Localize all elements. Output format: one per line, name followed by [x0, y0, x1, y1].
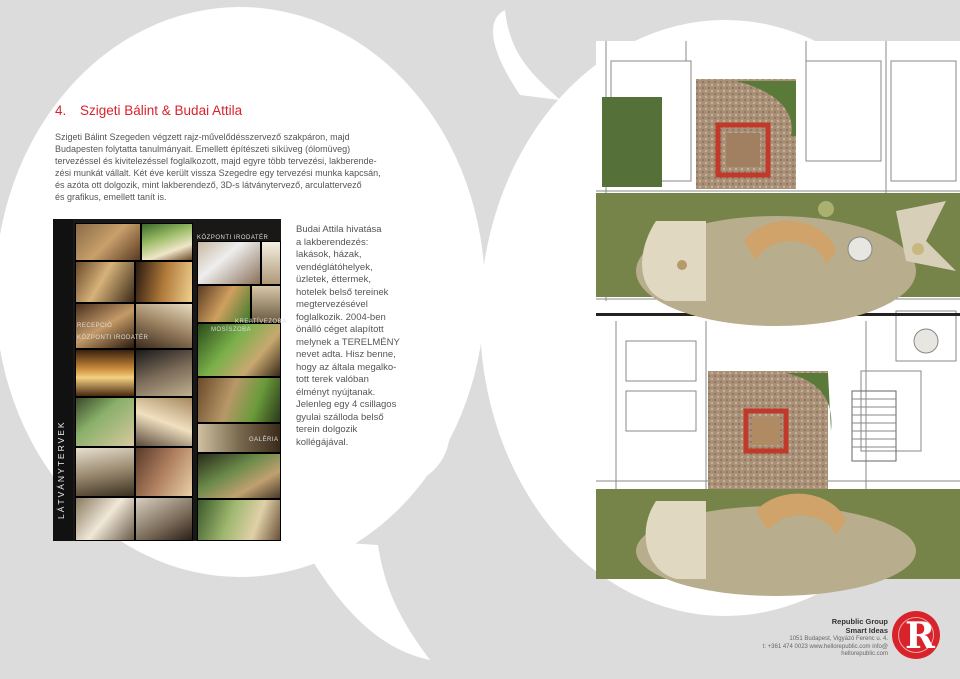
render-photo — [135, 303, 193, 349]
company-name: Republic Group — [831, 617, 888, 626]
render-photo — [75, 497, 135, 541]
article-number: 4. — [55, 103, 67, 118]
side-line: gyulai szálloda belső — [296, 411, 384, 423]
side-line: vendéglátóhelyek, — [296, 261, 373, 273]
side-line: melynek a TERELMÉNY — [296, 336, 400, 348]
render-photo — [75, 223, 141, 261]
company-tagline: Smart Ideas — [845, 626, 888, 635]
side-line: Jelenleg egy 4 csillagos — [296, 399, 397, 410]
republic-logo — [892, 611, 940, 659]
render-photo — [141, 223, 193, 261]
render-photo — [75, 397, 135, 447]
render-photo — [75, 447, 135, 497]
side-line: nevet adta. Hisz benne, — [296, 349, 396, 360]
intro-line: tervezéssel és kivitelezéssel foglalkozott, majd egyre több tervezési, lakberende- — [55, 156, 377, 166]
side-line: Budai Attila hivatása — [296, 224, 382, 235]
intro-line: Budapesten folytatta tanulmányait. Emellett építészeti síküveg (ólomüveg) — [55, 144, 351, 154]
address-line: t: +361 474 0023 www.hellorepublic.com info@ — [762, 643, 888, 650]
render-photo — [135, 261, 193, 303]
collage-vertical-label: LÁTVÁNYTERVEK — [56, 420, 66, 519]
render-photo — [75, 261, 135, 303]
collage-caption: RECEPCIÓ — [77, 323, 113, 329]
footer-address — [763, 636, 888, 659]
collage-caption: KÖZPONTI IRODATÉR — [77, 335, 149, 341]
collage-caption: KREATÍVEZOBA — [235, 319, 287, 325]
collage-caption: GALÉRIA — [249, 437, 279, 443]
side-line: kollégájával. — [296, 436, 349, 448]
side-line: tott terek valóban — [296, 374, 369, 385]
side-line: hogy az általa megalko- — [296, 361, 397, 373]
logo-letter: R — [905, 615, 935, 657]
side-line: hotelek belső tereinek — [296, 286, 389, 298]
side-line: lakások, házak, — [296, 249, 362, 260]
side-paragraph — [296, 224, 404, 449]
render-photo — [75, 349, 135, 397]
article-title: Szigeti Bálint & Budai Attila — [80, 103, 243, 118]
intro-line: Szigeti Bálint Szegeden végzett rajz-művelődésszervező szakpáron, majd — [55, 132, 350, 142]
side-line: üzletek, éttermek, — [296, 274, 371, 285]
render-photo — [197, 241, 261, 285]
intro-line: zési munkát vállalt. Két éve került vissza Szegedre egy tervezési munka kapcsán, — [55, 168, 381, 178]
render-photo — [135, 447, 193, 497]
render-photo — [197, 453, 281, 499]
render-photo — [135, 397, 193, 447]
render-photo — [197, 499, 281, 541]
side-line: a lakberendezés: — [296, 236, 369, 248]
side-line: terein dolgozik — [296, 424, 358, 435]
side-line: élményt nyújtanak. — [296, 386, 376, 398]
render-photo — [197, 285, 251, 323]
intro-paragraph — [55, 131, 425, 203]
render-photo — [135, 497, 193, 541]
intro-line: és grafikus, emellett tanít is. — [55, 192, 167, 202]
side-line: foglalkozik. 2004-ben — [296, 311, 386, 323]
floor-plan-drawing — [596, 41, 960, 579]
collage-caption: MOSÍSZOBA — [211, 327, 252, 333]
collage-caption: KÖZPONTI IRODATÉR — [197, 235, 269, 241]
render-photo — [261, 241, 281, 285]
collage-sidebar — [53, 219, 73, 541]
render-photo — [135, 349, 193, 397]
article-heading — [55, 103, 242, 118]
intro-line: és azóta ott dolgozik, mint lakberendező, 3D-s látványtervező, arculattervező — [55, 180, 362, 190]
side-line: önálló céget alapított — [296, 324, 384, 335]
address-line: 1051 Budapest, Vigyázó Ferenc u. 4. — [789, 636, 888, 642]
render-photo — [251, 285, 281, 323]
footer-company — [832, 617, 888, 635]
visualization-collage — [53, 219, 287, 541]
render-photo — [197, 377, 281, 423]
address-line: hellorepublic.com — [841, 651, 888, 657]
side-line: megtervezésével — [296, 299, 368, 310]
